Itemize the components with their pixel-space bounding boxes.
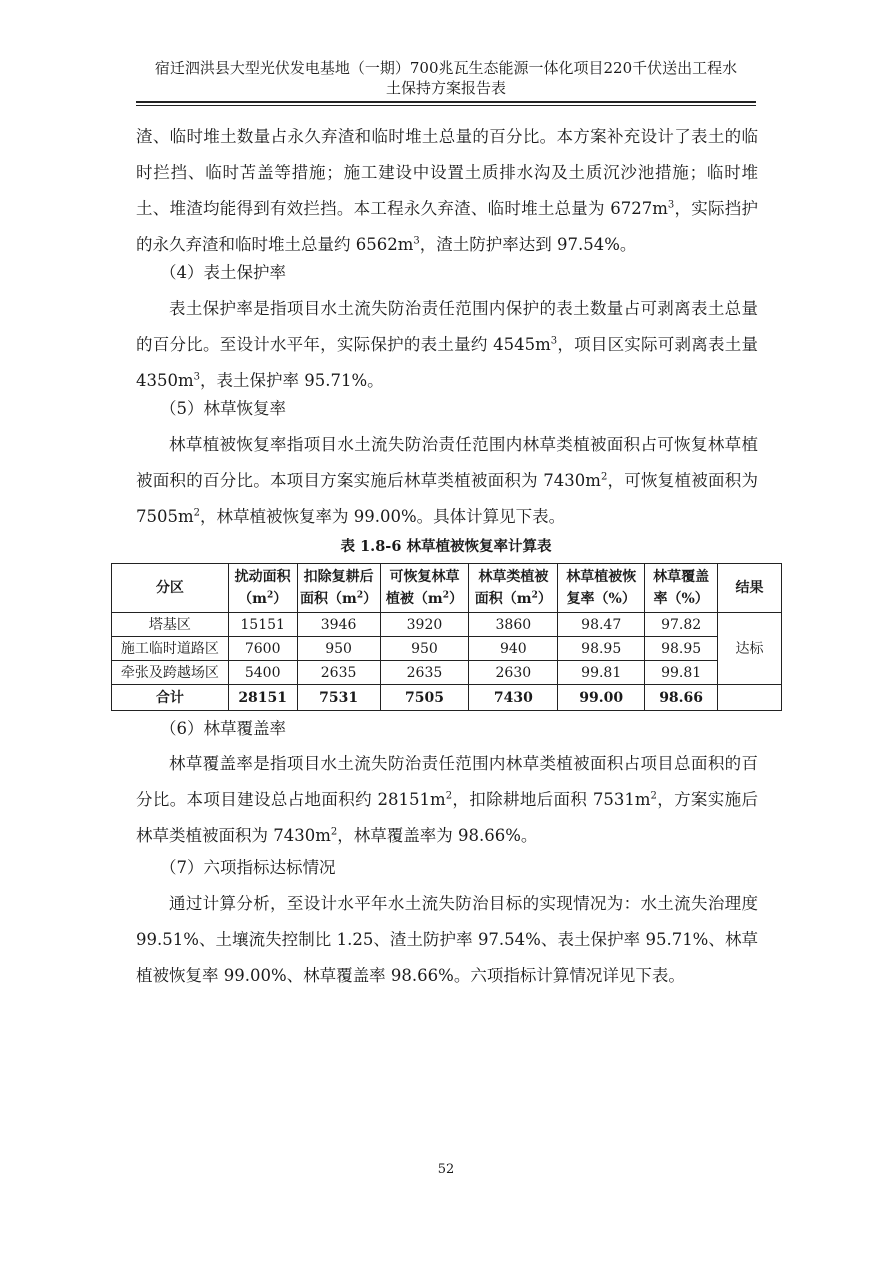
header-title-line1: 宿迁泗洪县大型光伏发电基地（一期）700兆瓦生态能源一体化项目220千伏送出工程水 [154,59,738,77]
cell-area-after-deduction: 950 [297,637,380,661]
paragraph-slag-protection: 渣、临时堆土数量占永久弃渣和临时堆土总量的百分比。本方案补充设计了表土的临时拦挡、临时苫盖等措施；施工建设中设置土质排水沟及土质沉沙池措施；临时堆土、堆渣均能得到有效拦挡。本工程永久弃渣、临时堆土总量为 $6727m^3$，实际挡护的永久弃渣和临时堆土总量约 $6562m^3$，渣土防护率达到 97.54%。 [136,127,758,254]
header-zone: 分区 [112,564,229,613]
cell-restorable-vegetation: 2635 [380,661,469,685]
table-caption: 表 1.8-6 林草植被恢复率计算表 [340,538,552,555]
cell-zone: 牵张及跨越场区 [112,661,229,685]
cell-restoration-rate: 98.47 [558,613,645,637]
header-result: 结果 [718,564,782,613]
table-row [112,661,782,685]
cell-result: 达标 [718,613,782,685]
header-rule-thick [136,101,756,103]
cell-disturbed-area: 7600 [228,637,297,661]
cell-restorable-vegetation: 3920 [380,613,469,637]
table-header-row [112,564,782,613]
header-title-line2: 土保持方案报告表 [385,79,506,97]
heading-vegetation-coverage-rate: （6）林草覆盖率 [160,719,286,738]
cell-coverage-rate: 98.95 [645,637,718,661]
cell-vegetation-area: 940 [469,637,558,661]
cell-total-coverage-rate: 98.66 [645,685,718,711]
page-header [136,58,756,98]
paragraph-topsoil-protection: 表土保护率是指项目水土流失防治责任范围内保护的表土数量占可剥离表土总量的百分比。至设计水平年，实际保护的表土量约 $4545m^3$，项目区实际可剥离表土量 $4350m^3$，表土保护率 95.71%。 [136,299,758,390]
cell-total-vegetation-area: 7430 [469,685,558,711]
cell-area-after-deduction: 3946 [297,613,380,637]
table-row [112,637,782,661]
cell-restoration-rate: 99.81 [558,661,645,685]
paragraph-vegetation-coverage: 林草覆盖率是指项目水土流失防治责任范围内林草类植被面积占项目总面积的百分比。本项目建设总占地面积约 $28151m^2$，扣除耕地后面积 $7531m^2$，方案实施后林草类植被面积为 $7430m^2$，林草覆盖率为 98.66%。 [136,754,758,845]
cell-coverage-rate: 97.82 [645,613,718,637]
cell-total-result-empty [718,685,782,711]
table-total-row [112,685,782,711]
cell-total-area-after-deduction: 7531 [297,685,380,711]
paragraph-six-indicators: 通过计算分析，至设计水平年水土流失防治目标的实现情况为：水土流失治理度 99.51%、土壤流失控制比 1.25、渣土防护率 97.54%、表土保护率 95.71%、林草植被恢复率 99.00%、林草覆盖率 98.66%。六项指标计算情况详见下表。 [136,894,758,985]
cell-vegetation-area: 3860 [469,613,558,637]
header-coverage-rate: 林草覆盖 率（%） [645,564,718,613]
cell-total-label: 合计 [112,685,229,711]
cell-restoration-rate: 98.95 [558,637,645,661]
cell-disturbed-area: 15151 [228,613,297,637]
cell-total-restoration-rate: 99.00 [558,685,645,711]
vegetation-restoration-table [111,563,782,711]
cell-zone: 施工临时道路区 [112,637,229,661]
cell-total-restorable-vegetation: 7505 [380,685,469,711]
cell-total-disturbed-area: 28151 [228,685,297,711]
cell-restorable-vegetation: 950 [380,637,469,661]
header-vegetation-area: 林草类植被 面积$(m^2)$ [469,564,558,613]
cell-vegetation-area: 2630 [469,661,558,685]
page-number: 52 [437,1162,455,1177]
header-rule-thin [136,105,756,106]
heading-six-indicators: （7）六项指标达标情况 [160,858,336,877]
cell-disturbed-area: 5400 [228,661,297,685]
paragraph-vegetation-restoration: 林草植被恢复率指项目水土流失防治责任范围内林草类植被面积占可恢复林草植被面积的百分比。本项目方案实施后林草类植被面积为 $7430m^2$，可恢复植被面积为 $7505m^2$，林草植被恢复率为 99.00%。具体计算见下表。 [136,435,758,526]
heading-vegetation-restoration-rate: （5）林草恢复率 [160,399,286,418]
header-disturbed-area: 扰动面积 $(m^2)$ [228,564,297,613]
header-area-after-deduction: 扣除复耕后 面积$(m^2)$ [297,564,380,613]
header-restorable-vegetation: 可恢复林草 植被$(m^2)$ [380,564,469,613]
cell-zone: 塔基区 [112,613,229,637]
header-restoration-rate: 林草植被恢 复率（%） [558,564,645,613]
heading-topsoil-protection-rate: （4）表土保护率 [160,263,286,282]
cell-coverage-rate: 99.81 [645,661,718,685]
table-row [112,613,782,637]
cell-area-after-deduction: 2635 [297,661,380,685]
